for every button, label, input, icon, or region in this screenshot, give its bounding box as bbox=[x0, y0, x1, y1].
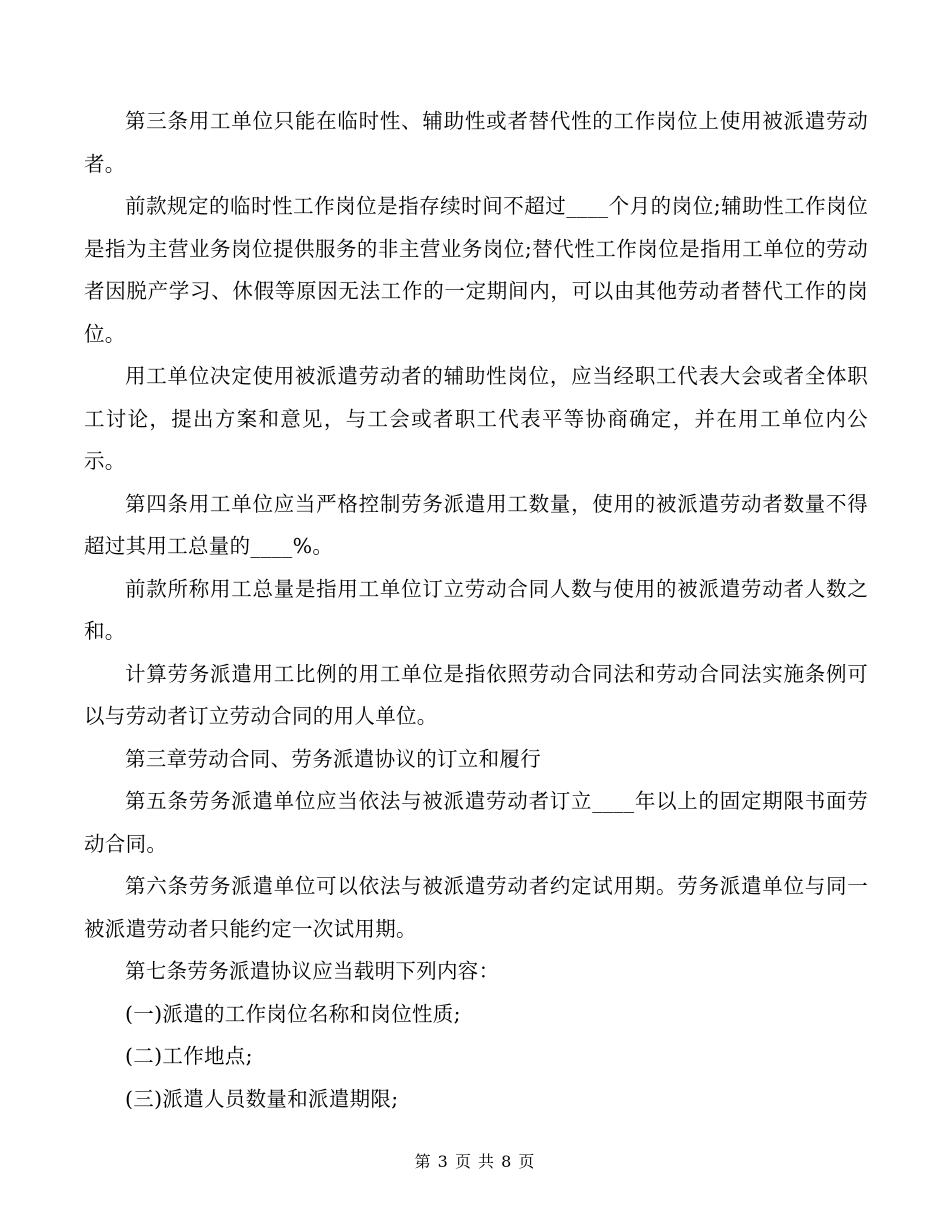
paragraph-temporary-positions: 前款规定的临时性工作岗位是指存续时间不超过____个月的岗位;辅助性工作岗位是指为主营业务岗位提供服务的非主营业务岗位;替代性工作岗位是指用工单位的劳动者因脱产学习、休假等原因无法工作的一定期间内，可以由其他劳动者替代工作的岗位。 bbox=[84, 194, 868, 346]
document-body bbox=[84, 100, 868, 1120]
paragraph-article-6: 第六条劳务派遣单位可以依法与被派遣劳动者约定试用期。劳务派遣单位与同一被派遣劳动者只能约定一次试用期。 bbox=[84, 874, 868, 941]
paragraph-total-employment: 前款所称用工总量是指用工单位订立劳动合同人数与使用的被派遣劳动者人数之和。 bbox=[84, 576, 868, 643]
paragraph-article-7: 第七条劳务派遣协议应当载明下列内容： bbox=[125, 959, 500, 983]
page-number-footer: 第 3 页 共 8 页 bbox=[414, 1152, 536, 1171]
list-item-3: (三)派遣人员数量和派遣期限; bbox=[125, 1086, 399, 1111]
paragraph-employer-definition: 计算劳务派遣用工比例的用工单位是指依照劳动合同法和劳动合同法实施条例可以与劳动者订立劳动合同的用人单位。 bbox=[84, 661, 868, 728]
list-item-2: (二)工作地点; bbox=[125, 1044, 253, 1068]
paragraph-article-5: 第五条劳务派遣单位应当依法与被派遣劳动者订立____年以上的固定期限书面劳动合同。 bbox=[84, 789, 868, 856]
list-item-1: (一)派遣的工作岗位名称和岗位性质; bbox=[125, 1001, 461, 1026]
chapter-3-heading: 第三章劳动合同、劳务派遣协议的订立和履行 bbox=[125, 746, 541, 771]
paragraph-auxiliary-positions: 用工单位决定使用被派遣劳动者的辅助性岗位，应当经职工代表大会或者全体职工讨论，提出方案和意见，与工会或者职工代表平等协商确定，并在用工单位内公示。 bbox=[84, 364, 868, 473]
paragraph-article-4: 第四条用工单位应当严格控制劳务派遣用工数量，使用的被派遣劳动者数量不得超过其用工总量的____%。 bbox=[84, 491, 868, 558]
paragraph-article-3: 第三条用工单位只能在临时性、辅助性或者替代性的工作岗位上使用被派遣劳动者。 bbox=[84, 109, 868, 176]
